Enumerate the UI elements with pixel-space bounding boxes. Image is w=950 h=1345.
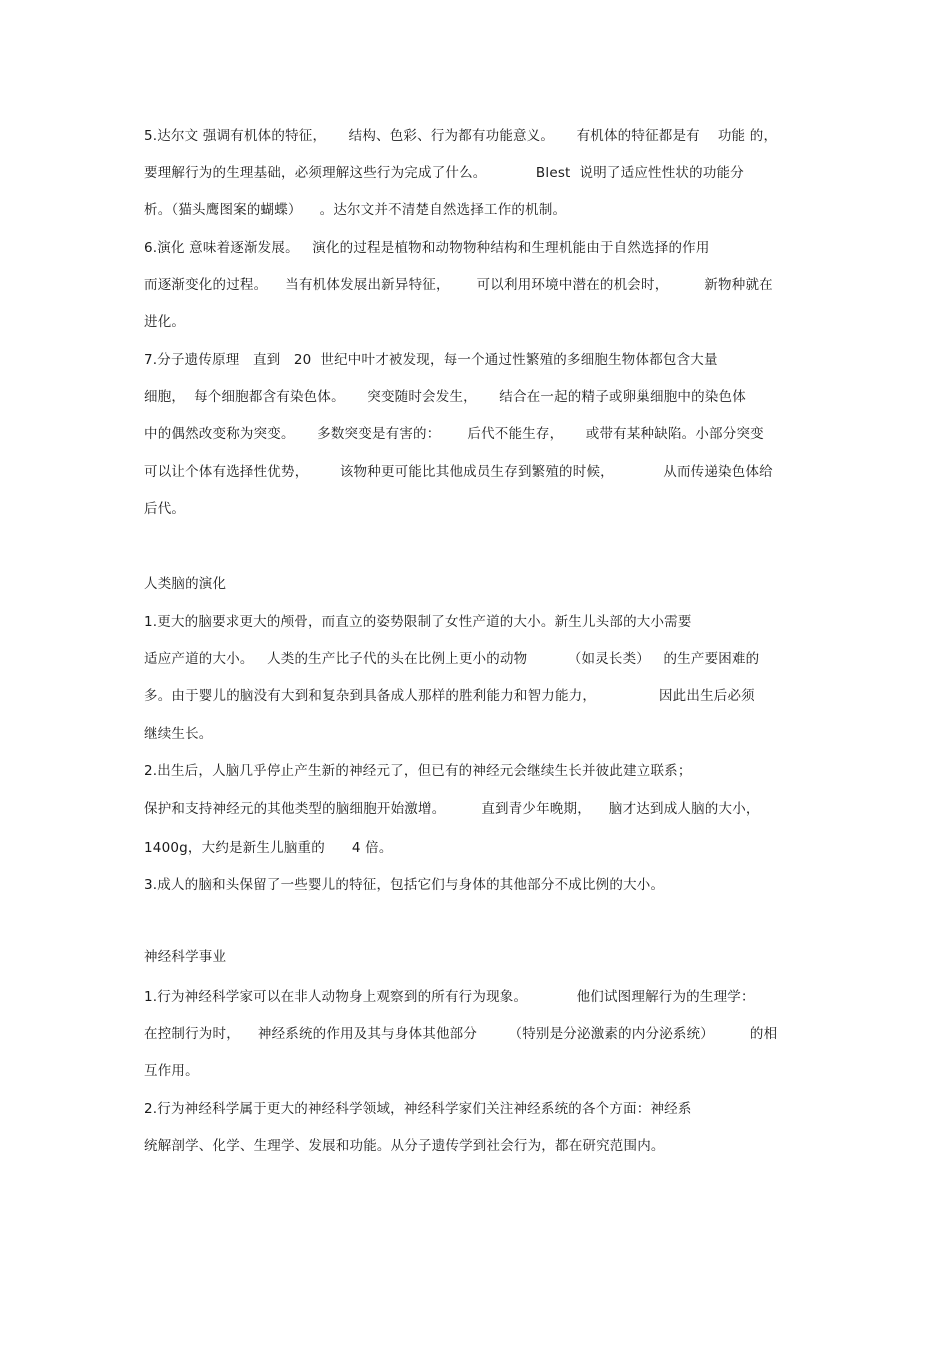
text-line: 析。（猫头鹰图案的蝴蝶） 。达尔文并不清楚自然选择工作的机制。 [144,202,567,218]
text-line: 进化。 [144,314,186,330]
text-line: 1.行为神经科学家可以在非人动物身上观察到的所有行为现象。 他们试图理解行为的生理学： [144,989,755,1005]
text-line: 中的偶然改变称为突变。 多数突变是有害的： 后代不能生存， 或带有某种缺陷。小部分突变 [144,426,764,442]
text-line: 互作用。 [144,1063,199,1079]
text-line: 保护和支持神经元的其他类型的脑细胞开始激增。 直到青少年晚期， 脑才达到成人脑的大小， [144,801,760,817]
text-line: 而逐渐变化的过程。 当有机体发展出新异特征， 可以利用环境中潜在的机会时， 新物种就在 [144,277,773,293]
text-line: 6.演化 意味着逐渐发展。 演化的过程是植物和动物物种结构和生理机能由于自然选择的作用 [144,240,710,256]
text-line: 5.达尔文 强调有机体的特征， 结构、色彩、行为都有功能意义。 有机体的特征都是有 功能 的， [144,128,778,144]
text-line: 统解剖学、化学、生理学、发展和功能。从分子遗传学到社会行为，都在研究范围内。 [144,1138,665,1154]
text-line: 2.行为神经科学属于更大的神经科学领域，神经科学家们关注神经系统的各个方面：神经系 [144,1101,692,1117]
text-line: 3.成人的脑和头保留了一些婴儿的特征，包括它们与身体的其他部分不成比例的大小。 [144,877,665,893]
section-heading: 人类脑的演化 [144,576,227,592]
text-line: 7.分子遗传原理 直到 20 世纪中叶才被发现，每一个通过性繁殖的多细胞生物体都包含大量 [144,352,718,368]
section-heading: 神经科学事业 [144,949,227,965]
text-line: 细胞， 每个细胞都含有染色体。 突变随时会发生， 结合在一起的精子或卵巢细胞中的染色体 [144,389,746,405]
text-line: 适应产道的大小。 人类的生产比子代的头在比例上更小的动物 （如灵长类） 的生产要困难的 [144,651,760,667]
text-line: 继续生长。 [144,726,213,742]
text-line: 在控制行为时， 神经系统的作用及其与身体其他部分 （特别是分泌激素的内分泌系统） 的相 [144,1026,778,1042]
text-line: 要理解行为的生理基础，必须理解这些行为完成了什么。 Blest 说明了适应性性状的功能分 [144,165,744,181]
text-line: 多。由于婴儿的脑没有大到和复杂到具备成人那样的胜利能力和智力能力， 因此出生后必须 [144,688,755,704]
text-line: 2.出生后，人脑几乎停止产生新的神经元了，但已有的神经元会继续生长并彼此建立联系； [144,763,692,779]
text-line: 1400g，大约是新生儿脑重的 4 倍。 [144,840,393,856]
text-line: 可以让个体有选择性优势， 该物种更可能比其他成员生存到繁殖的时候， 从而传递染色体给 [144,464,773,480]
text-line: 后代。 [144,501,186,517]
text-line: 1.更大的脑要求更大的颅骨，而直立的姿势限制了女性产道的大小。新生儿头部的大小需要 [144,614,692,630]
